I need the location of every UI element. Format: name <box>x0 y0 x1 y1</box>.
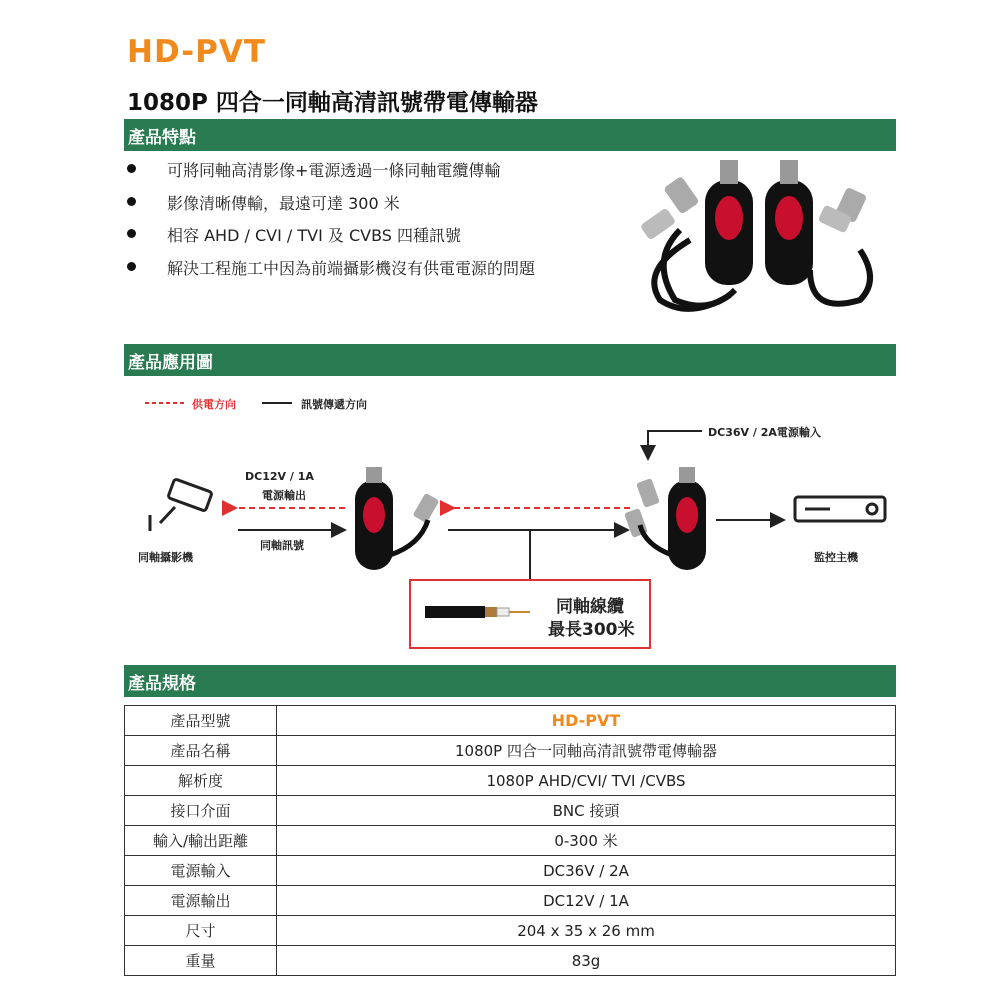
spec-key: 解析度 <box>125 766 277 796</box>
feature-text: 解決工程施工中因為前端攝影機沒有供電電源的問題 <box>167 259 536 278</box>
transceiver-right-icon <box>765 160 870 304</box>
spec-value-model: HD-PVT <box>277 706 896 736</box>
feature-text: 可將同軸高清影像+電源透過一條同軸電纜傳輸 <box>167 161 501 180</box>
spec-value: 0-300 米 <box>277 826 896 856</box>
table-row <box>125 736 896 766</box>
power-output-label: DC12V / 1A <box>245 470 314 483</box>
table-row <box>125 766 896 796</box>
spec-key: 產品名稱 <box>125 736 277 766</box>
cable-label-line2: 最長300米 <box>548 620 635 640</box>
spec-value: 1080P AHD/CVI/ TVI /CVBS <box>277 766 896 796</box>
application-heading: 產品應用圖 <box>128 353 213 373</box>
transceiver-left-icon <box>640 160 753 309</box>
power-input-arrow <box>648 431 702 457</box>
bullet-icon <box>127 229 136 238</box>
table-row <box>125 796 896 826</box>
spec-table <box>124 705 896 976</box>
feature-text: 相容 AHD / CVI / TVI 及 CVBS 四種訊號 <box>167 226 462 245</box>
table-row <box>125 886 896 916</box>
dvr-label: 監控主機 <box>814 551 858 564</box>
dvr-icon <box>795 497 885 521</box>
bullet-icon <box>127 262 136 271</box>
spec-value: 1080P 四合一同軸高清訊號帶電傳輸器 <box>277 736 896 766</box>
spec-key: 接口介面 <box>125 796 277 826</box>
bullet-icon <box>127 197 136 206</box>
transceiver-right-diagram-icon <box>624 467 706 570</box>
bullet-icon <box>127 164 136 173</box>
spec-key: 尺寸 <box>125 916 277 946</box>
camera-label: 同軸攝影機 <box>138 551 193 564</box>
spec-key: 輸入/輸出距離 <box>125 826 277 856</box>
spec-value: 83g <box>277 946 896 976</box>
feature-text: 影像清晰傳輸，最遠可達 300 米 <box>167 194 400 213</box>
camera-icon <box>150 479 212 531</box>
spec-value: 204 x 35 x 26 mm <box>277 916 896 946</box>
spec-key: 產品型號 <box>125 706 277 736</box>
spec-value: BNC 接頭 <box>277 796 896 826</box>
application-diagram <box>0 385 1000 655</box>
coax-signal-label: 同軸訊號 <box>260 539 304 552</box>
spec-key: 電源輸入 <box>125 856 277 886</box>
features-heading: 產品特點 <box>128 128 196 148</box>
product-photo <box>620 150 900 320</box>
features-section-bar <box>124 119 896 151</box>
table-row <box>125 706 896 736</box>
cable-label-line1: 同軸線纜 <box>556 597 624 617</box>
power-input-label: DC36V / 2A電源輸入 <box>708 426 821 439</box>
legend-signal-label: 訊號傳遞方向 <box>301 398 367 411</box>
specs-section-bar <box>124 665 896 697</box>
spec-key: 重量 <box>125 946 277 976</box>
specs-heading: 產品規格 <box>128 674 196 694</box>
spec-value: DC12V / 1A <box>277 886 896 916</box>
application-section-bar <box>124 344 896 376</box>
product-title: 1080P 四合一同軸高清訊號帶電傳輸器 <box>127 90 538 116</box>
model-heading: HD-PVT <box>127 34 266 70</box>
power-output-sublabel: 電源輸出 <box>262 489 306 502</box>
legend-power-label: 供電方向 <box>192 398 236 411</box>
spec-value: DC36V / 2A <box>277 856 896 886</box>
table-row <box>125 946 896 976</box>
table-row <box>125 856 896 886</box>
transceiver-left-diagram-icon <box>355 467 439 570</box>
table-row <box>125 826 896 856</box>
spec-key: 電源輸出 <box>125 886 277 916</box>
table-row <box>125 916 896 946</box>
